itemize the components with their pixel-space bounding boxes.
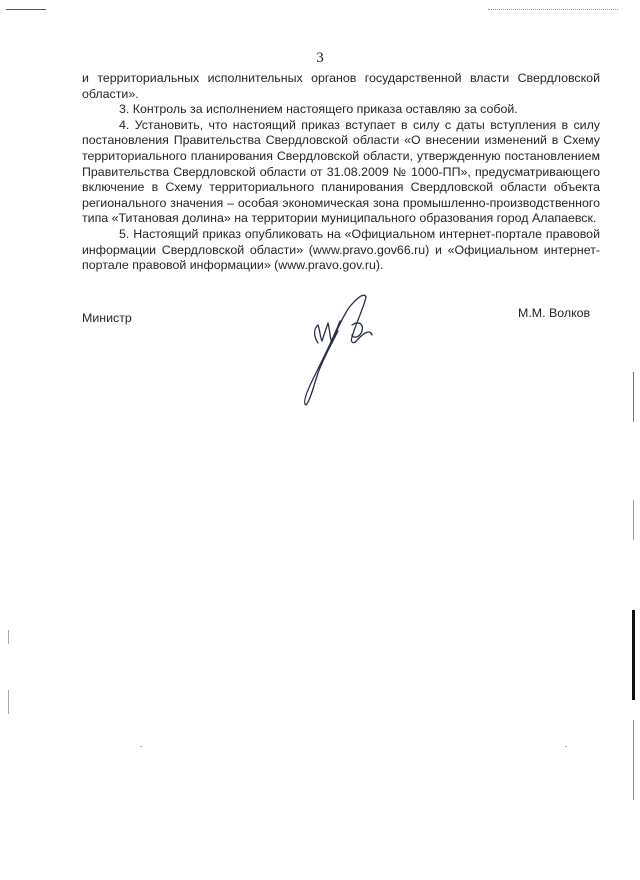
page-number: 3 xyxy=(316,50,324,66)
scan-edge-mark xyxy=(633,720,634,800)
scan-speck xyxy=(140,746,142,747)
scan-artifact-line xyxy=(6,9,46,10)
paragraph-item-3: 3. Контроль за исполнением настоящего приказа оставляю за собой. xyxy=(119,102,518,117)
scan-edge-mark xyxy=(632,610,635,700)
paragraph-item-5: 5. Настоящий приказ опубликовать на «Официальном интернет-портале правовой информации Свердловской области» (www.pravo.gov66.ru) и «Официальном интернет-портале правовой информации» (www.pravo.gov.ru). xyxy=(82,226,600,273)
scan-artifact-dotted-line xyxy=(488,9,618,10)
paragraph-item-4: 4. Установить, что настоящий приказ вступает в силу с даты вступления в силу постановления Правительства Свердловской области «О внесении изменений в Схему территориального планирования Свердловской области, утвержденную постановлением Правительства Свердловской области от 31.08.2009 № 1000-ПП», предусматривающего включение в Схему территориального планирования Свердловской области объекта регионального значения – особая экономическая зона промышленно-производственного типа «Титановая долина» на территории муниципального образования город Алапаевск. xyxy=(82,117,600,226)
document-body xyxy=(82,71,600,274)
signatory-name: М.М. Волков xyxy=(518,306,591,320)
scan-edge-mark xyxy=(633,500,634,540)
handwritten-signature xyxy=(280,285,380,410)
scan-edge-mark xyxy=(8,630,9,644)
scan-edge-mark xyxy=(633,372,634,422)
signatory-title: Министр xyxy=(82,311,132,325)
scan-edge-mark xyxy=(8,690,9,714)
scan-speck xyxy=(565,746,567,747)
paragraph-continuation: и территориальных исполнительных органов государственной власти Свердловской области». xyxy=(82,71,600,101)
